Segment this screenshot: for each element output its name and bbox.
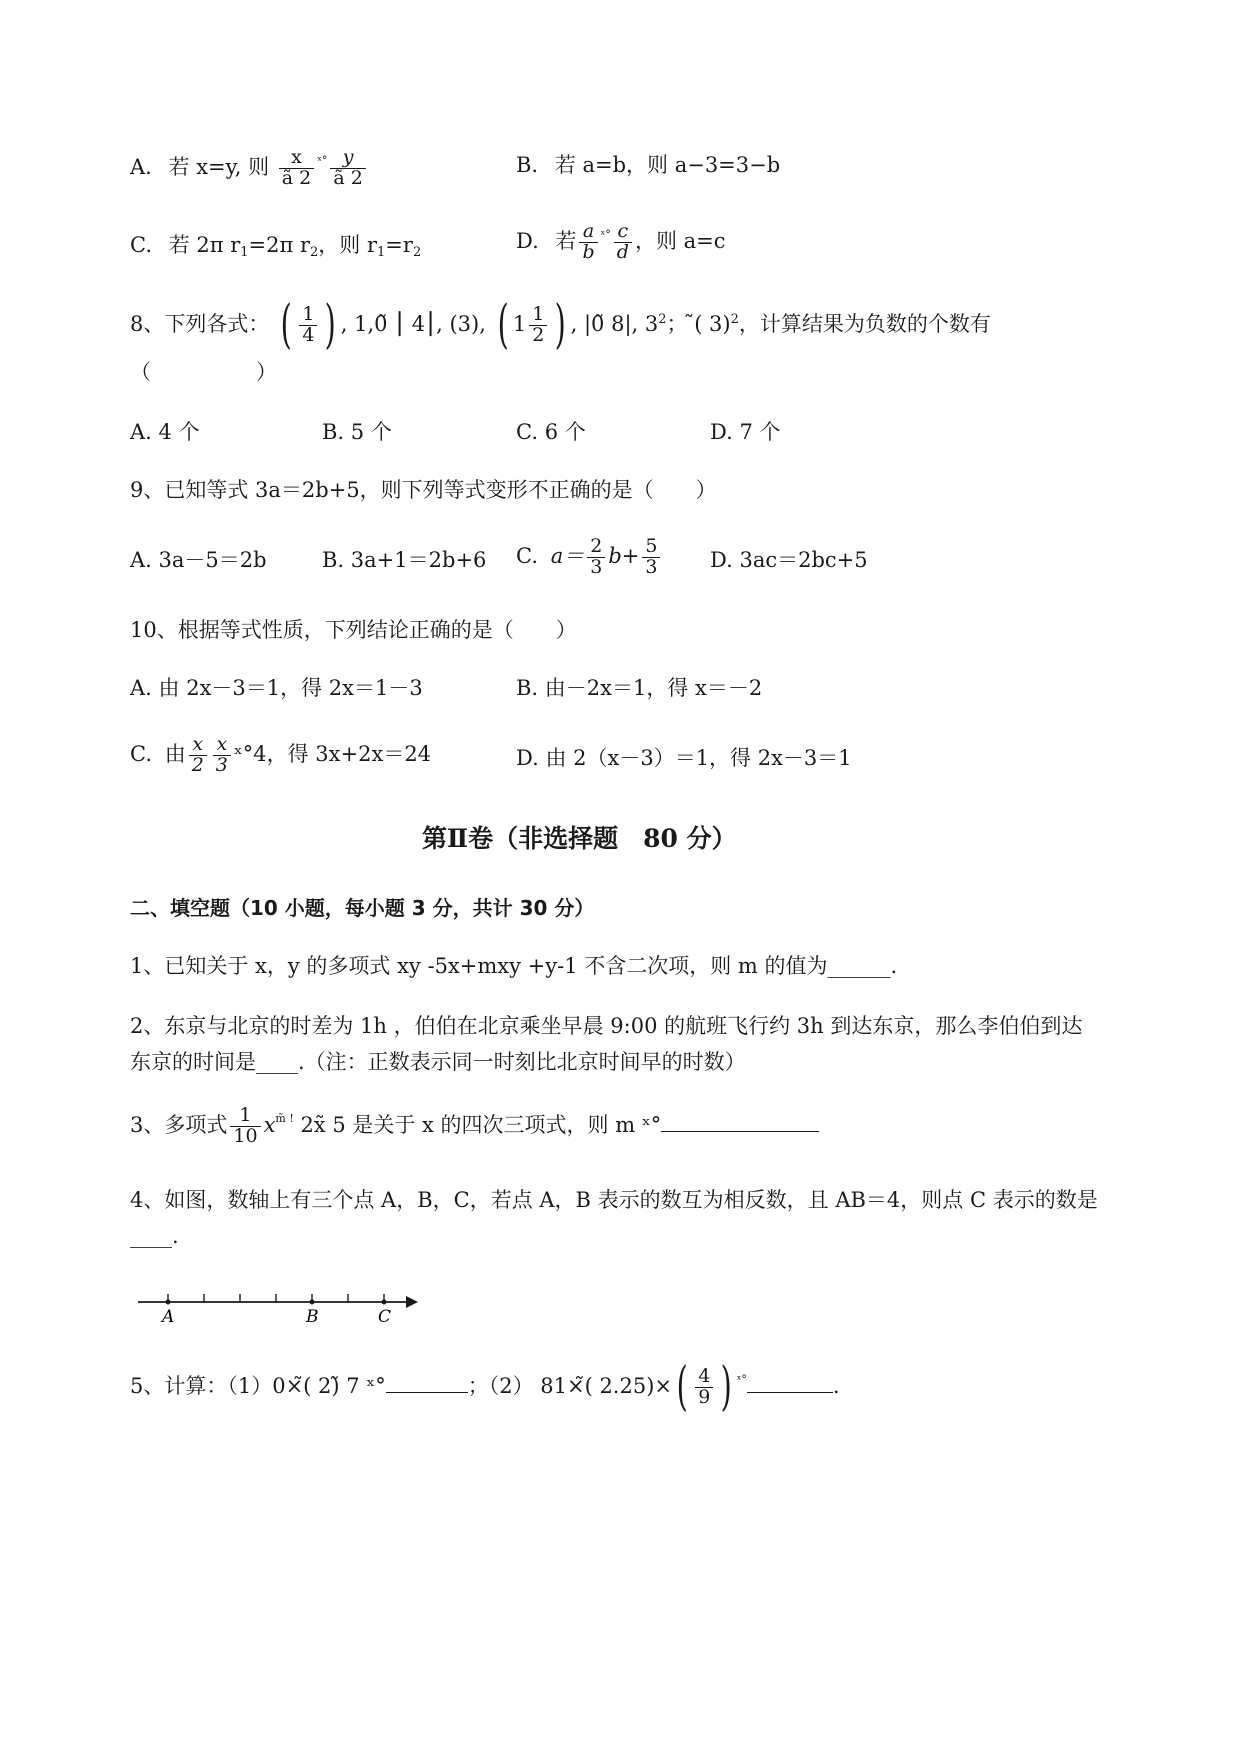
option-text: 若 x=y, 则: [168, 154, 270, 179]
q7-option-a: A. 若 x=y, 则 $\frac{x}{ã 2}$ $^{ˣ^\circ}$ $\frac{y}{ã 2}$: [130, 148, 369, 189]
fraction: $\frac{x}{2}$: [189, 735, 207, 776]
fill-q4-line2: ____.: [130, 1224, 179, 1248]
q7-option-c: [130, 235, 421, 259]
fill-q5: 5、计算：（1）0×̃( 2)̃ 7 ˣ° ；（2） 81×̃( 2.25)×( $\frac{4}{9}$ ) $^{ˣ^\circ}$ .: [130, 1357, 840, 1417]
fraction: $\frac{1}{2}$: [529, 305, 547, 346]
option-label: C.: [130, 233, 152, 257]
point-c: [382, 1300, 387, 1305]
q9-stem: 9、已知等式 3a＝2b+5，则下列等式变形不正确的是（ ）: [130, 478, 717, 502]
q8-stem: 8、下列各式： ( $\frac{1}{4}$ ) , 1,0̃ ⎮ 4⎮, (3), ( 1 $\frac{1}{2}$ ) , |0̃ 8|, $3^2$； ̃( 3)$^2$，计算结果为负数的个数有: [130, 295, 991, 355]
q9-option-b: B. 3a+1＝2b+6: [322, 548, 487, 572]
fraction: $\frac{5}{3}$: [642, 537, 660, 578]
q8-option-a: A. 4 个: [130, 420, 200, 444]
q8-option-b: B. 5 个: [322, 420, 392, 444]
q8-option-c: C. 6 个: [516, 420, 586, 444]
option-label: A.: [130, 154, 152, 179]
q9-option-d: D. 3ac＝2bc+5: [710, 548, 868, 572]
fraction: $\frac{1}{10}$: [230, 1106, 260, 1147]
fill-q4-line1: 4、如图，数轴上有三个点 A，B，C，若点 A，B 表示的数互为相反数，且 AB＝4，则点 C 表示的数是: [130, 1188, 1098, 1212]
fraction: $\frac{1}{4}$: [299, 305, 317, 346]
q10-option-d: D. 由 2（x－3）＝1，得 2x－3＝1: [516, 746, 852, 770]
fraction: $\frac{c}{d}$: [614, 222, 632, 263]
fraction: $\frac{x}{3}$: [213, 735, 231, 776]
q7-option-b: [516, 155, 780, 176]
number-line-figure: [138, 1290, 428, 1330]
label-a: A: [162, 1307, 175, 1327]
fill-q1: 1、已知关于 x，y 的多项式 xy -5x+mxy +y-1 不含二次项，则 m 的值为______.: [130, 954, 898, 978]
fraction: $\frac{y}{ã 2}$: [330, 148, 365, 189]
fill-q3: 3、多项式 $\frac{1}{10}$ $x^{m̃ !}$ 2x̃ 5 是关于 x 的四次三项式，则 m ˣ°: [130, 1106, 819, 1147]
q10-option-b: B. 由－2x＝1，得 x＝－2: [516, 676, 763, 700]
option-text: 若 2π $r_1=2\pi$ $r_2$，则 $r_1=r_2$: [168, 233, 422, 260]
option-label: D.: [516, 228, 539, 253]
q10-option-a: A. 由 2x－3＝1，得 2x＝1－3: [130, 676, 423, 700]
label-b: B: [306, 1307, 319, 1327]
q8-answer-paren: （ ）: [130, 360, 277, 384]
q9-option-a: A. 3a－5＝2b: [130, 548, 267, 572]
q9-option-c: C. a＝ $\frac{2}{3}$ b+ $\frac{5}{3}$: [516, 537, 663, 578]
q10-stem: 10、根据等式性质，下列结论正确的是（ ）: [130, 618, 577, 642]
option-text: 若 a=b，则 a−3=3−b: [554, 153, 781, 177]
answer-blank-1[interactable]: [386, 1374, 468, 1393]
fill-q2-line1: 2、东京与北京的时差为 1h ，伯伯在北京乘坐早晨 9:00 的航班飞行约 3h 到达东京，那么李伯伯到达: [130, 1014, 1083, 1038]
answer-blank[interactable]: [661, 1113, 819, 1132]
arrow-head: [406, 1296, 418, 1308]
point-a: [166, 1300, 171, 1305]
fill-q2-line2: 东京的时间是____.（注：正数表示同一时刻比北京时间早的时数）: [130, 1050, 746, 1074]
fraction: $\frac{a}{b}$: [579, 222, 597, 263]
q10-option-c: C. 由 $\frac{x}{2}$ $\frac{x}{3}$ ˣ°4，得 3x+2x＝24: [130, 733, 432, 776]
answer-blank-2[interactable]: [747, 1374, 833, 1393]
fraction: $\frac{x}{ã 2}$: [279, 148, 314, 189]
tick-marks: [168, 1294, 384, 1302]
option-label: B.: [516, 153, 539, 177]
section-heading: 二、填空题（10 小题，每小题 3 分，共计 30 分）: [130, 896, 595, 920]
q8-option-d: D. 7 个: [710, 420, 781, 444]
part-title: 第Ⅱ卷（非选择题 80 分）: [422, 824, 737, 853]
label-c: C: [378, 1307, 392, 1327]
point-b: [310, 1300, 315, 1305]
fraction: $\frac{4}{9}$: [695, 1367, 713, 1408]
fraction: $\frac{2}{3}$: [587, 537, 605, 578]
q7-option-d: D. 若 $\frac{a}{b}$ $^{ˣ^\circ}$ $\frac{c}{d}$ ，则 a=c: [516, 220, 726, 263]
